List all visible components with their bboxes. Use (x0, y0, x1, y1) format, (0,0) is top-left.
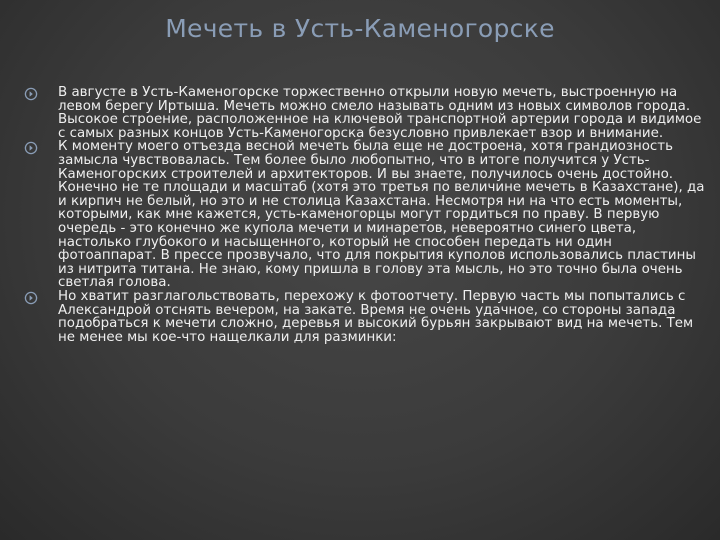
bullet-item-3 (24, 290, 708, 344)
circled-arrow-right-icon (24, 291, 38, 305)
bullet-item-1 (24, 86, 708, 140)
circled-arrow-right-icon (24, 87, 38, 101)
paragraph-2: К моменту моего отъезда весной мечеть была еще не достроена, хотя грандиозность замысла чувствовалась. Тем более было любопытно, что в итоге получится у Усть-Каменогорских строителей и архитекторов. И вы знаете, получилось очень достойно. Конечно не те площади и масштаб (хотя это третья по величине мечеть в Казахстане), да и кирпич не белый, но это и не столица Казахстана. Несмотря ни на что есть моменты, которыми, как мне кажется, усть-каменогорцы могут гордиться по праву. В первую очередь - это конечно же купола мечети и минаретов, невероятно синего цвета, настолько глубокого и насыщенного, который не способен передать ни один фотоаппарат. В прессе прозвучало, что для покрытия куполов использовались пластины из нитрита титана. Не знаю, кому пришла в голову эта мысль, но это точно была очень светлая голова. (58, 139, 705, 291)
slide-title: Мечеть в Усть-Каменогорске (165, 14, 555, 43)
bullet-list (24, 86, 708, 344)
bullet-item-2 (24, 140, 708, 290)
circled-arrow-right-icon (24, 141, 38, 155)
paragraph-1: В августе в Усть-Каменогорске торжественно открыли новую мечеть, выстроенную на левом берегу Иртыша. Мечеть можно смело называть одним из новых символов города. Высокое строение, расположенное на ключевой транспортной артерии города и видимое с самых разных концов Усть-Каменогорска безусловно привлекает взор и внимание. (58, 85, 702, 141)
paragraph-3: Но хватит разглагольствовать, перехожу к фотоотчету. Первую часть мы попытались с Александрой отснять вечером, на закате. Время не очень удачное, со стороны запада подобраться к мечети сложно, деревья и высокий бурьян закрывают вид на мечеть. Тем не менее мы кое-что нащелкали для разминки: (58, 288, 694, 345)
